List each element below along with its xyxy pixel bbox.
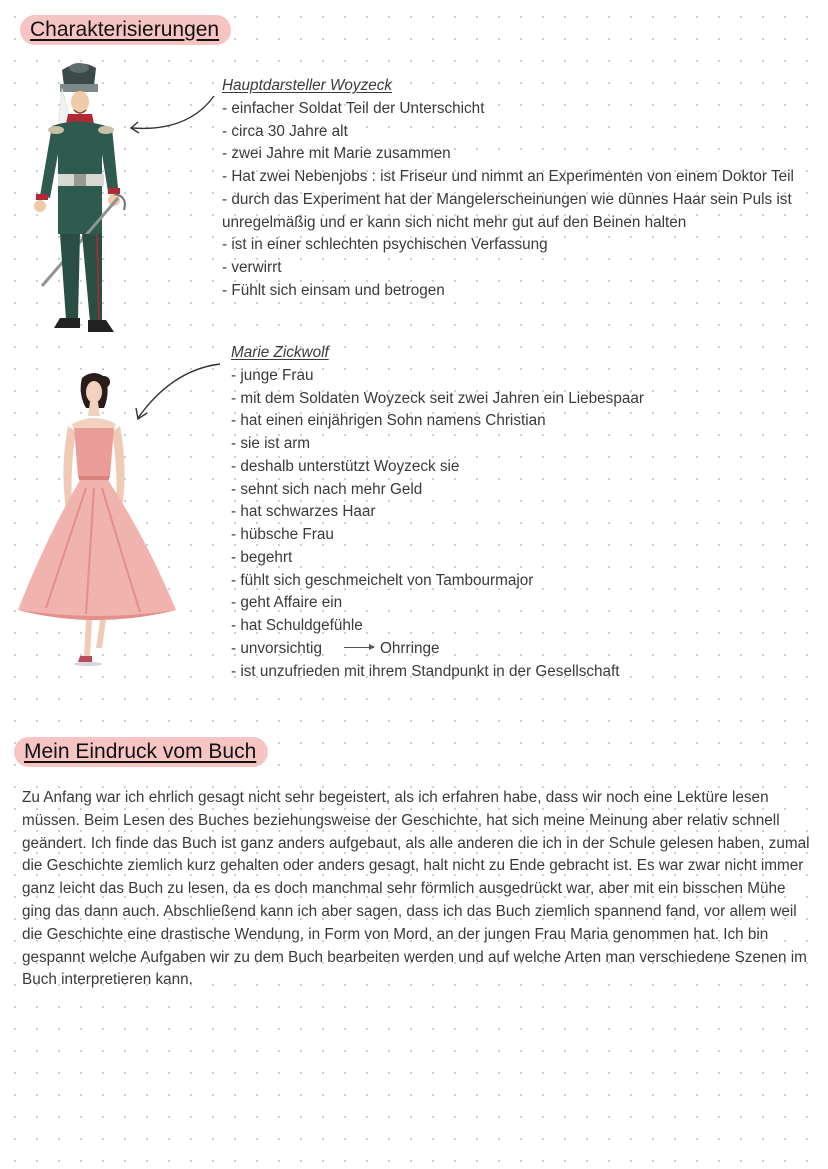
pointer-arrow-woyzeck (128, 92, 218, 137)
woyzeck-trait: - verwirrt (222, 259, 282, 276)
marie-trait: - fühlt sich geschmeichelt von Tambourmajor (231, 571, 534, 589)
woyzeck-trait: - circa 30 Jahre alt (222, 122, 348, 140)
woyzeck-trait: - zwei Jahre mit Marie zusammen (222, 145, 451, 163)
marie-characterization (231, 342, 811, 683)
heading-charakterisierungen: Charakterisierungen (20, 15, 231, 45)
marie-trait: - sehnt sich nach mehr Geld (231, 480, 423, 498)
woyzeck-name: Hauptdarsteller Woyzeck (222, 77, 393, 94)
impression-paragraph: Zu Anfang war ich ehrlich gesagt nicht sehr begeistert, als ich erfahren habe, dass wir noch eine Lektüre lesen müssen. Beim Lesen des Buches beziehungsweise der Geschichte, hat sich meine Meinung aber relativ schnell geändert. Ich finde das Buch ist ganz anders aufgebaut, als alle anderen die ich in der Schule gelesen haben, zumal die Geschichte ziemlich kurz gehalten oder anders gesagt, halt nicht zu Ende gebracht ist. Es war zwar nicht immer ganz leicht das Buch zu lesen, da es doch manchmal sehr förmlich ausgedrückt war, aber mit ein bisschen Mühe ging das dann auch. Abschließend kann ich aber sagen, dass ich das Buch ziemlich spannend fand, vor allem weil die Geschichte eine drastische Wendung, in Form von Mord, an der jungen Frau Maria genommen hat. Ich bin gespannt welche Aufgaben wir zu dem Buch bearbeiten werden und auf welche Arten man verschiedene Szenen im Buch interpretieren kann. (22, 789, 810, 989)
marie-trait: - hat schwarzes Haar (231, 503, 376, 521)
marie-trait: - ist unzufrieden mit ihrem Standpunkt in der Gesellschaft (231, 662, 620, 680)
woyzeck-characterization (222, 75, 802, 303)
marie-trait: - hat einen einjährigen Sohn namens Christian (231, 412, 546, 430)
woyzeck-trait: - Hat zwei Nebenjobs : ist Friseur und nimmt an Experimenten von einem Doktor Teil (222, 168, 794, 185)
marie-trait-target: Ohrringe (379, 639, 440, 657)
heading-eindruck: Mein Eindruck vom Buch (14, 737, 268, 767)
woyzeck-trait: - durch das Experiment hat der Mangelerscheinungen wie dünnes Haar sein Puls ist unregelmäßig und er kann sich nicht mehr gut auf den Beinen halten (222, 190, 792, 231)
marie-trait: - hübsche Frau (231, 526, 334, 543)
soldier-illustration (22, 58, 142, 343)
woyzeck-trait: - einfacher Soldat Teil der Unterschicht (222, 99, 485, 117)
marie-trait: - deshalb unterstützt Woyzeck sie (231, 457, 460, 475)
marie-trait: - junge Frau (231, 366, 314, 384)
pointer-arrow-marie (132, 360, 224, 424)
marie-trait: - sie ist arm (231, 435, 311, 452)
marie-trait-arrow-row (231, 638, 811, 661)
woyzeck-trait: - ist in einer schlechten psychischen Verfassung (222, 236, 548, 254)
marie-trait: - begehrt (231, 548, 293, 566)
marie-trait: - unvorsichtig (231, 639, 322, 657)
marie-trait: - hat Schuldgefühle (231, 617, 363, 634)
marie-trait: - mit dem Soldaten Woyzeck seit zwei Jahren ein Liebespaar (231, 389, 644, 407)
marie-name: Marie Zickwolf (231, 344, 329, 361)
woyzeck-trait: - Fühlt sich einsam und betrogen (222, 281, 445, 299)
marie-trait: - geht Affaire ein (231, 594, 343, 612)
right-arrow-icon (344, 647, 374, 648)
